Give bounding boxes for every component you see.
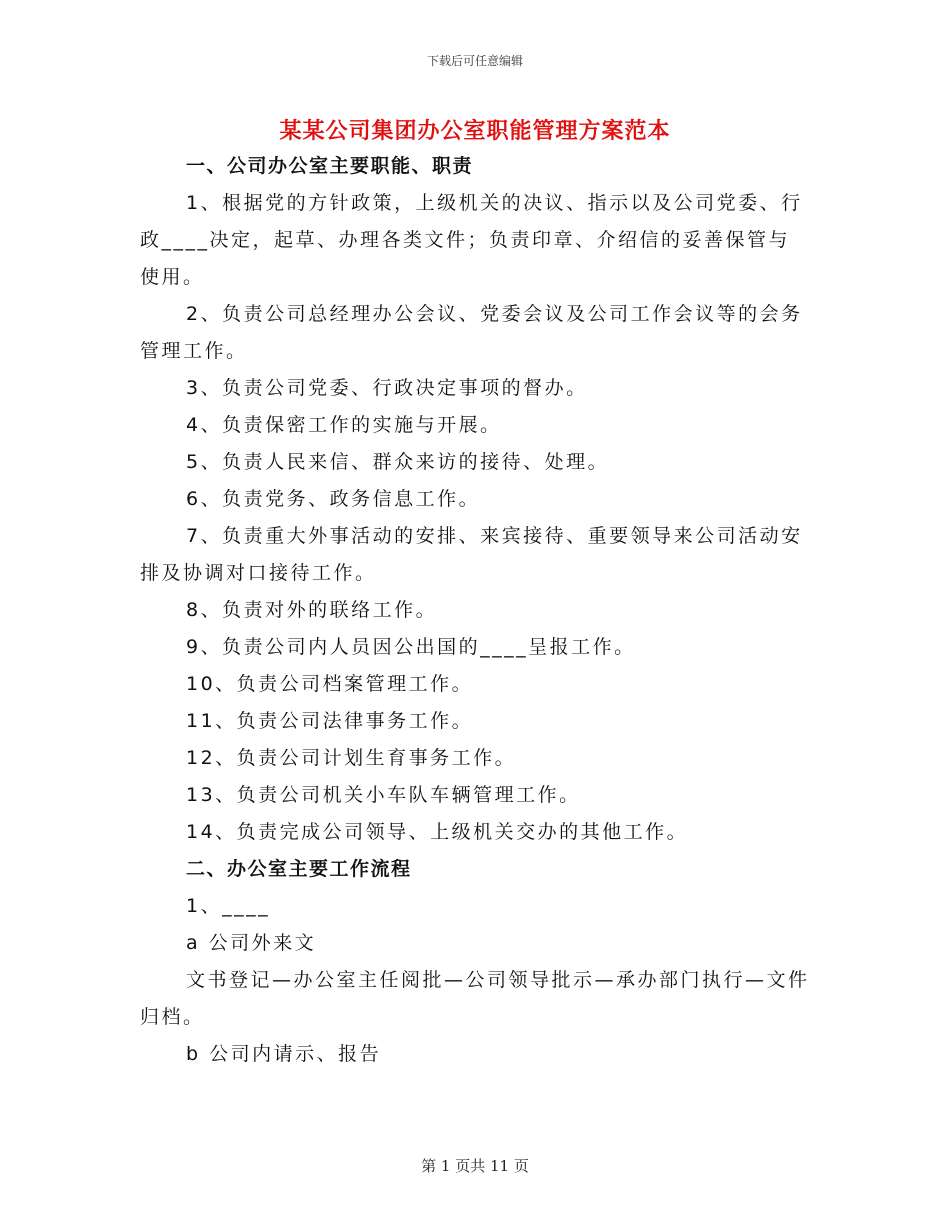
duty-item-14: 14、负责完成公司领导、上级机关交办的其他工作。 bbox=[186, 821, 689, 843]
duty-item-3: 3、负责公司党委、行政决定事项的督办。 bbox=[186, 377, 588, 399]
page-footer: 第 1 页共 11 页 bbox=[421, 1157, 529, 1175]
duty-item-6: 6、负责党务、政务信息工作。 bbox=[186, 488, 481, 510]
duty-item-10: 10、负责公司档案管理工作。 bbox=[186, 673, 474, 695]
duty-item-4: 4、负责保密工作的实施与开展。 bbox=[186, 414, 502, 436]
duty-item-9: 9、负责公司内人员因公出国的____呈报工作。 bbox=[186, 636, 636, 658]
duty-item-12: 12、负责公司计划生育事务工作。 bbox=[186, 747, 517, 769]
duty-item-13: 13、负责公司机关小车队车辆管理工作。 bbox=[186, 784, 581, 806]
section-heading-2: 二、办公室主要工作流程 bbox=[186, 858, 412, 880]
workflow-item-1: 1、____ bbox=[186, 895, 271, 917]
duty-item-7: 7、负责重大外事活动的安排、来宾接待、重要领导来公司活动安排及协调对口接待工作。 bbox=[140, 525, 803, 584]
document-body bbox=[140, 148, 810, 1073]
duty-item-1: 1、根据党的方针政策，上级机关的决议、指示以及公司党委、行政____决定，起草、办理各类文件；负责印章、介绍信的妥善保管与使用。 bbox=[140, 192, 803, 288]
duty-item-8: 8、负责对外的联络工作。 bbox=[186, 599, 438, 621]
duty-item-2: 2、负责公司总经理办公会议、党委会议及公司工作会议等的会务管理工作。 bbox=[140, 303, 803, 362]
duty-item-5: 5、负责人民来信、群众来访的接待、处理。 bbox=[186, 451, 610, 473]
duty-item-11: 11、负责公司法律事务工作。 bbox=[186, 710, 474, 732]
document-title: 某某公司集团办公室职能管理方案范本 bbox=[279, 119, 671, 144]
workflow-sub-a-label: a 公司外来文 bbox=[186, 932, 317, 954]
header-note: 下载后可任意编辑 bbox=[426, 54, 523, 68]
workflow-sub-b-label: b 公司内请示、报告 bbox=[186, 1043, 382, 1065]
section-heading-1: 一、公司办公室主要职能、职责 bbox=[186, 155, 474, 177]
workflow-sub-a-flow: 文书登记—办公室主任阅批—公司领导批示—承办部门执行—文件归档。 bbox=[140, 969, 810, 1028]
